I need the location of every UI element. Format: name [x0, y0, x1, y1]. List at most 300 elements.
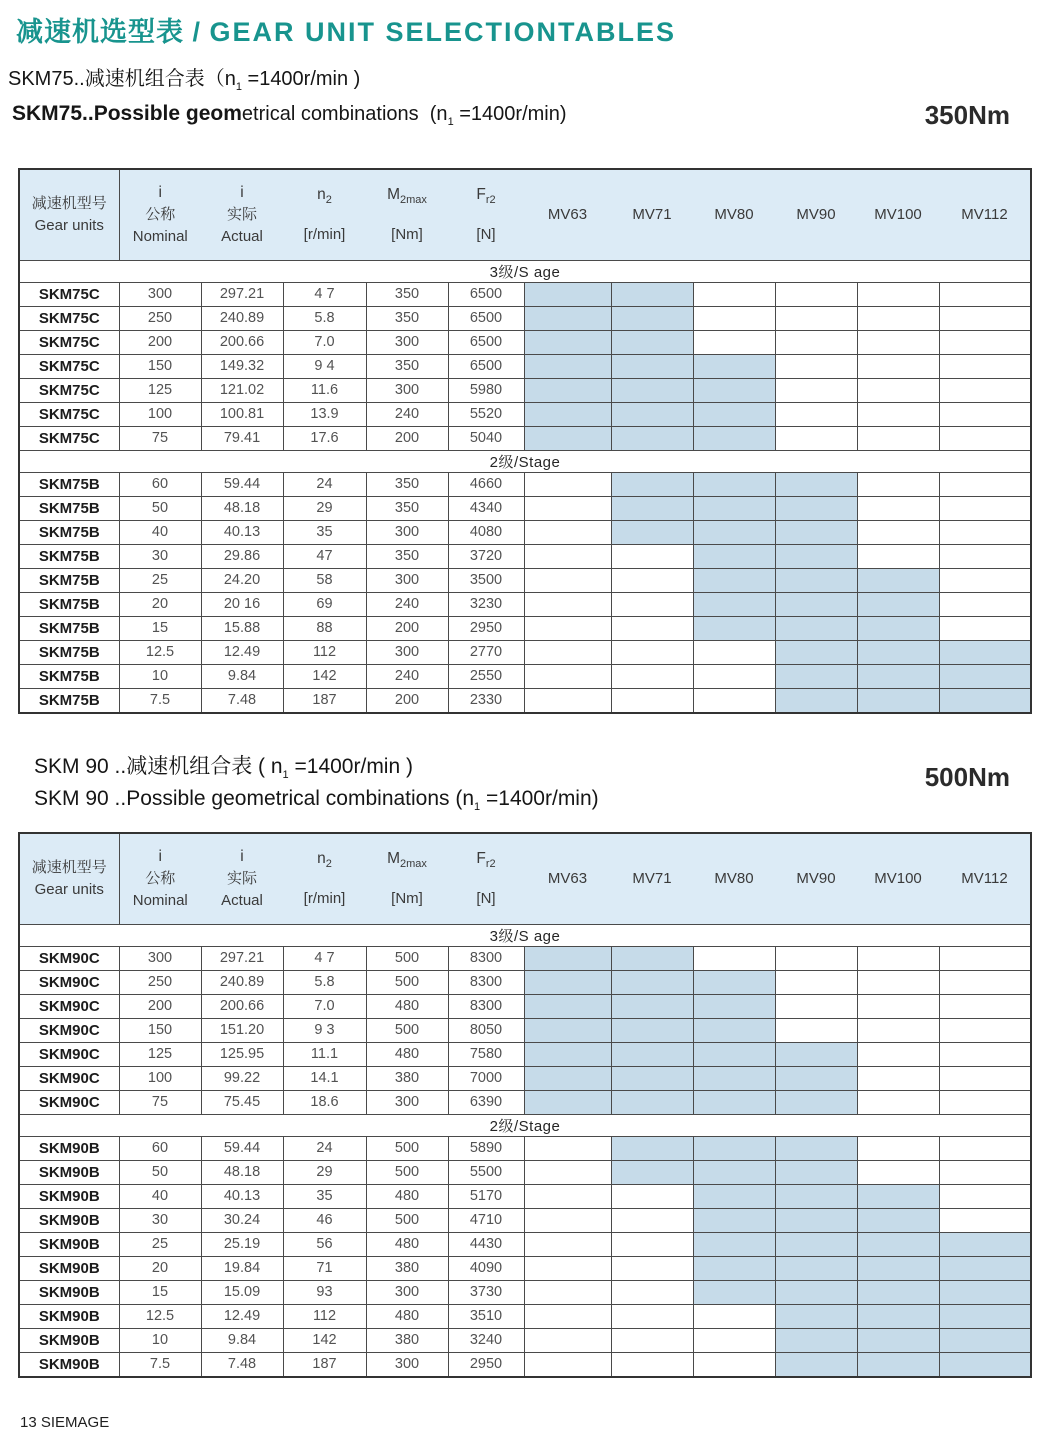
model-cell: SKM75B	[19, 568, 119, 592]
model-cell: SKM90C	[19, 1042, 119, 1066]
fr2-cell: 4430	[448, 1232, 524, 1256]
actual-cell: 48.18	[201, 1160, 283, 1184]
model-cell: SKM75C	[19, 330, 119, 354]
column-header-n2: $n_2$ [r/min]	[283, 833, 366, 924]
column-header-mv100: MV100	[857, 169, 939, 260]
motor-compatible-cell-mv90	[775, 1066, 857, 1090]
motor-compatible-cell-mv80	[693, 402, 775, 426]
gear-data-row	[19, 568, 1031, 592]
model-cell: SKM90C	[19, 1066, 119, 1090]
m2max-cell: 350	[366, 496, 448, 520]
nominal-cell: 12.5	[119, 1304, 201, 1328]
column-header-mv71: MV71	[611, 833, 693, 924]
m2max-cell: 380	[366, 1328, 448, 1352]
fr2-cell: 2950	[448, 616, 524, 640]
motor-empty-cell-mv112	[939, 1160, 1031, 1184]
page-number-footer: 13 SIEMAGE	[20, 1414, 110, 1431]
motor-compatible-cell-mv80	[693, 592, 775, 616]
nominal-cell: 30	[119, 1208, 201, 1232]
n2-cell: 69	[283, 592, 366, 616]
model-cell: SKM90C	[19, 946, 119, 970]
actual-cell: 48.18	[201, 496, 283, 520]
motor-empty-cell-mv80	[693, 664, 775, 688]
motor-compatible-cell-mv80	[693, 1184, 775, 1208]
gear-data-row	[19, 1208, 1031, 1232]
n2-cell: 18.6	[283, 1090, 366, 1114]
nominal-cell: 200	[119, 330, 201, 354]
actual-cell: 200.66	[201, 330, 283, 354]
motor-compatible-cell-mv63	[524, 994, 611, 1018]
gear-data-row	[19, 1184, 1031, 1208]
nominal-cell: 200	[119, 994, 201, 1018]
motor-compatible-cell-mv80	[693, 568, 775, 592]
actual-cell: 12.49	[201, 1304, 283, 1328]
motor-compatible-cell-mv112	[939, 640, 1031, 664]
stage-divider-row	[19, 260, 1031, 282]
motor-compatible-cell-mv71	[611, 354, 693, 378]
motor-empty-cell-mv71	[611, 592, 693, 616]
motor-compatible-cell-mv100	[857, 1352, 939, 1377]
n2-cell: 13.9	[283, 402, 366, 426]
fr2-cell: 4710	[448, 1208, 524, 1232]
n2-cell: 7.0	[283, 330, 366, 354]
actual-cell: 12.49	[201, 640, 283, 664]
gear-data-row	[19, 616, 1031, 640]
motor-empty-cell-mv71	[611, 1184, 693, 1208]
motor-empty-cell-mv90	[775, 994, 857, 1018]
n2-cell: 4 7	[283, 946, 366, 970]
n2-cell: 29	[283, 1160, 366, 1184]
motor-empty-cell-mv80	[693, 1328, 775, 1352]
motor-empty-cell-mv100	[857, 544, 939, 568]
motor-compatible-cell-mv112	[939, 1256, 1031, 1280]
motor-empty-cell-mv100	[857, 496, 939, 520]
m2max-cell: 500	[366, 1136, 448, 1160]
actual-cell: 7.48	[201, 1352, 283, 1377]
nominal-cell: 10	[119, 664, 201, 688]
motor-compatible-cell-mv100	[857, 1328, 939, 1352]
motor-compatible-cell-mv71	[611, 1136, 693, 1160]
motor-empty-cell-mv100	[857, 1042, 939, 1066]
column-header-i-nominal: i 公称 Nominal	[119, 169, 201, 260]
gear-data-row	[19, 472, 1031, 496]
nominal-cell: 50	[119, 496, 201, 520]
model-cell: SKM75B	[19, 520, 119, 544]
column-header-gear-units: 减速机型号 Gear units	[19, 833, 119, 924]
gear-data-row	[19, 1256, 1031, 1280]
motor-compatible-cell-mv112	[939, 688, 1031, 713]
motor-empty-cell-mv112	[939, 306, 1031, 330]
n2-cell: 71	[283, 1256, 366, 1280]
actual-cell: 200.66	[201, 994, 283, 1018]
column-header-n2: $n_2$ [r/min]	[283, 169, 366, 260]
motor-empty-cell-mv63	[524, 1208, 611, 1232]
motor-empty-cell-mv71	[611, 664, 693, 688]
motor-empty-cell-mv112	[939, 1136, 1031, 1160]
model-cell: SKM75C	[19, 426, 119, 450]
motor-empty-cell-mv80	[693, 282, 775, 306]
m2max-cell: 300	[366, 1090, 448, 1114]
motor-empty-cell-mv112	[939, 616, 1031, 640]
motor-empty-cell-mv63	[524, 1232, 611, 1256]
model-cell: SKM75B	[19, 640, 119, 664]
motor-empty-cell-mv71	[611, 1352, 693, 1377]
fr2-cell: 4090	[448, 1256, 524, 1280]
skm75-subtitle-zh: SKM75..减速机组合表（$n_1 =1400r/\min$ )	[8, 68, 361, 93]
m2max-cell: 240	[366, 592, 448, 616]
motor-compatible-cell-mv90	[775, 1352, 857, 1377]
motor-compatible-cell-mv80	[693, 496, 775, 520]
nominal-cell: 100	[119, 1066, 201, 1090]
n2-cell: 9 4	[283, 354, 366, 378]
fr2-cell: 6500	[448, 306, 524, 330]
motor-compatible-cell-mv63	[524, 1018, 611, 1042]
m2max-cell: 350	[366, 472, 448, 496]
column-header-mv90: MV90	[775, 833, 857, 924]
n2-cell: 93	[283, 1280, 366, 1304]
motor-compatible-cell-mv112	[939, 1328, 1031, 1352]
motor-compatible-cell-mv80	[693, 1232, 775, 1256]
motor-empty-cell-mv100	[857, 1090, 939, 1114]
column-header-i-nominal: i 公称 Nominal	[119, 833, 201, 924]
n2-cell: 24	[283, 472, 366, 496]
motor-empty-cell-mv71	[611, 688, 693, 713]
motor-compatible-cell-mv80	[693, 1042, 775, 1066]
gear-data-row	[19, 1304, 1031, 1328]
motor-empty-cell-mv100	[857, 1136, 939, 1160]
motor-compatible-cell-mv90	[775, 1136, 857, 1160]
model-cell: SKM90B	[19, 1304, 119, 1328]
column-header-mv100: MV100	[857, 833, 939, 924]
gear-data-row	[19, 1090, 1031, 1114]
gear-data-row	[19, 1066, 1031, 1090]
motor-compatible-cell-mv100	[857, 1280, 939, 1304]
motor-compatible-cell-mv80	[693, 970, 775, 994]
n2-cell: 11.6	[283, 378, 366, 402]
column-header-mv112: MV112	[939, 833, 1031, 924]
n2-cell: 142	[283, 1328, 366, 1352]
model-cell: SKM90B	[19, 1136, 119, 1160]
m2max-cell: 480	[366, 994, 448, 1018]
n2-cell: 35	[283, 520, 366, 544]
fr2-cell: 3230	[448, 592, 524, 616]
motor-compatible-cell-mv90	[775, 496, 857, 520]
model-cell: SKM75B	[19, 664, 119, 688]
motor-compatible-cell-mv63	[524, 970, 611, 994]
m2max-cell: 300	[366, 1352, 448, 1377]
gear-data-row	[19, 1018, 1031, 1042]
motor-compatible-cell-mv80	[693, 1160, 775, 1184]
column-header-m2max: $M_{2max}$ [Nm]	[366, 833, 448, 924]
motor-compatible-cell-mv71	[611, 520, 693, 544]
nominal-cell: 100	[119, 402, 201, 426]
motor-empty-cell-mv100	[857, 402, 939, 426]
motor-empty-cell-mv80	[693, 640, 775, 664]
motor-empty-cell-mv112	[939, 472, 1031, 496]
motor-compatible-cell-mv100	[857, 1256, 939, 1280]
motor-compatible-cell-mv112	[939, 1352, 1031, 1377]
fr2-cell: 6390	[448, 1090, 524, 1114]
model-cell: SKM90B	[19, 1280, 119, 1304]
motor-compatible-cell-mv63	[524, 330, 611, 354]
gear-data-row	[19, 688, 1031, 713]
motor-compatible-cell-mv90	[775, 616, 857, 640]
nominal-cell: 15	[119, 1280, 201, 1304]
motor-compatible-cell-mv63	[524, 378, 611, 402]
fr2-cell: 4340	[448, 496, 524, 520]
nominal-cell: 250	[119, 970, 201, 994]
model-cell: SKM90B	[19, 1208, 119, 1232]
motor-empty-cell-mv71	[611, 1208, 693, 1232]
motor-empty-cell-mv100	[857, 354, 939, 378]
n2-cell: 46	[283, 1208, 366, 1232]
actual-cell: 30.24	[201, 1208, 283, 1232]
model-cell: SKM75B	[19, 544, 119, 568]
actual-cell: 240.89	[201, 970, 283, 994]
motor-compatible-cell-mv100	[857, 1208, 939, 1232]
nominal-cell: 40	[119, 1184, 201, 1208]
skm75-table-body	[19, 260, 1031, 713]
m2max-cell: 500	[366, 1208, 448, 1232]
nominal-cell: 300	[119, 282, 201, 306]
motor-compatible-cell-mv90	[775, 1042, 857, 1066]
motor-empty-cell-mv63	[524, 1136, 611, 1160]
fr2-cell: 5500	[448, 1160, 524, 1184]
motor-empty-cell-mv63	[524, 568, 611, 592]
n2-cell: 14.1	[283, 1066, 366, 1090]
motor-empty-cell-mv100	[857, 378, 939, 402]
motor-empty-cell-mv100	[857, 282, 939, 306]
gear-data-row	[19, 592, 1031, 616]
motor-compatible-cell-mv90	[775, 544, 857, 568]
gear-data-row	[19, 282, 1031, 306]
fr2-cell: 4660	[448, 472, 524, 496]
nominal-cell: 30	[119, 544, 201, 568]
motor-empty-cell-mv63	[524, 1328, 611, 1352]
motor-empty-cell-mv112	[939, 402, 1031, 426]
nominal-cell: 25	[119, 1232, 201, 1256]
motor-compatible-cell-mv71	[611, 994, 693, 1018]
model-cell: SKM90C	[19, 1018, 119, 1042]
n2-cell: 187	[283, 1352, 366, 1377]
gear-data-row	[19, 330, 1031, 354]
motor-compatible-cell-mv80	[693, 378, 775, 402]
motor-empty-cell-mv112	[939, 282, 1031, 306]
m2max-cell: 300	[366, 520, 448, 544]
m2max-cell: 380	[366, 1256, 448, 1280]
n2-cell: 47	[283, 544, 366, 568]
nominal-cell: 7.5	[119, 688, 201, 713]
column-header-i-actual: i 实际 Actual	[201, 833, 283, 924]
nominal-cell: 20	[119, 1256, 201, 1280]
model-cell: SKM75C	[19, 354, 119, 378]
column-header-gear-units: 减速机型号 Gear units	[19, 169, 119, 260]
model-cell: SKM75C	[19, 378, 119, 402]
nominal-cell: 10	[119, 1328, 201, 1352]
m2max-cell: 350	[366, 282, 448, 306]
gear-data-row	[19, 496, 1031, 520]
actual-cell: 15.09	[201, 1280, 283, 1304]
motor-compatible-cell-mv90	[775, 1184, 857, 1208]
motor-empty-cell-mv63	[524, 472, 611, 496]
fr2-cell: 6500	[448, 330, 524, 354]
model-cell: SKM75B	[19, 496, 119, 520]
motor-empty-cell-mv63	[524, 544, 611, 568]
model-cell: SKM90C	[19, 1090, 119, 1114]
model-cell: SKM90B	[19, 1256, 119, 1280]
column-header-mv90: MV90	[775, 169, 857, 260]
n2-cell: 187	[283, 688, 366, 713]
page-title-zh: 减速机选型表	[16, 17, 184, 47]
nominal-cell: 25	[119, 568, 201, 592]
actual-cell: 24.20	[201, 568, 283, 592]
fr2-cell: 6500	[448, 354, 524, 378]
motor-empty-cell-mv63	[524, 1304, 611, 1328]
motor-empty-cell-mv63	[524, 1256, 611, 1280]
fr2-cell: 4080	[448, 520, 524, 544]
actual-cell: 297.21	[201, 282, 283, 306]
motor-empty-cell-mv90	[775, 306, 857, 330]
motor-empty-cell-mv63	[524, 640, 611, 664]
n2-cell: 56	[283, 1232, 366, 1256]
motor-compatible-cell-mv80	[693, 616, 775, 640]
motor-empty-cell-mv71	[611, 616, 693, 640]
column-header-fr2: $F_{r2}$ [N]	[448, 169, 524, 260]
m2max-cell: 200	[366, 688, 448, 713]
motor-compatible-cell-mv63	[524, 1042, 611, 1066]
motor-compatible-cell-mv80	[693, 1136, 775, 1160]
motor-compatible-cell-mv80	[693, 544, 775, 568]
motor-compatible-cell-mv71	[611, 402, 693, 426]
skm90-torque-rating: 500Nm	[924, 762, 1010, 792]
motor-compatible-cell-mv71	[611, 1042, 693, 1066]
motor-empty-cell-mv63	[524, 1352, 611, 1377]
motor-empty-cell-mv63	[524, 688, 611, 713]
skm90-subtitle-en: SKM 90 ..Possible geometrical combinations $(n_1 =1400r/\min)$	[34, 787, 599, 814]
fr2-cell: 5170	[448, 1184, 524, 1208]
motor-compatible-cell-mv100	[857, 568, 939, 592]
fr2-cell: 5520	[448, 402, 524, 426]
n2-cell: 24	[283, 1136, 366, 1160]
m2max-cell: 480	[366, 1184, 448, 1208]
m2max-cell: 380	[366, 1066, 448, 1090]
motor-compatible-cell-mv100	[857, 592, 939, 616]
nominal-cell: 125	[119, 1042, 201, 1066]
m2max-cell: 480	[366, 1304, 448, 1328]
n2-cell: 7.0	[283, 994, 366, 1018]
gear-data-row	[19, 306, 1031, 330]
skm75-subtitle-en: SKM75..Possible geometrical combinations $(n_1 =1400r/\min)$	[12, 102, 567, 128]
model-cell: SKM90B	[19, 1352, 119, 1377]
motor-compatible-cell-mv90	[775, 568, 857, 592]
stage-divider-label: 2级/Stage	[19, 1114, 1031, 1136]
actual-cell: 7.48	[201, 688, 283, 713]
motor-empty-cell-mv100	[857, 472, 939, 496]
motor-compatible-cell-mv80	[693, 994, 775, 1018]
motor-empty-cell-mv63	[524, 496, 611, 520]
actual-cell: 149.32	[201, 354, 283, 378]
motor-compatible-cell-mv90	[775, 1328, 857, 1352]
actual-cell: 99.22	[201, 1066, 283, 1090]
motor-empty-cell-mv71	[611, 1304, 693, 1328]
motor-compatible-cell-mv90	[775, 592, 857, 616]
model-cell: SKM75B	[19, 472, 119, 496]
actual-cell: 240.89	[201, 306, 283, 330]
column-header-i-actual: i 实际 Actual	[201, 169, 283, 260]
actual-cell: 40.13	[201, 1184, 283, 1208]
motor-compatible-cell-mv112	[939, 1280, 1031, 1304]
motor-compatible-cell-mv71	[611, 330, 693, 354]
nominal-cell: 150	[119, 1018, 201, 1042]
motor-empty-cell-mv90	[775, 946, 857, 970]
model-cell: SKM75B	[19, 592, 119, 616]
motor-empty-cell-mv100	[857, 1018, 939, 1042]
motor-empty-cell-mv80	[693, 688, 775, 713]
m2max-cell: 300	[366, 640, 448, 664]
column-header-mv112: MV112	[939, 169, 1031, 260]
stage-divider-label: 3级/S age	[19, 260, 1031, 282]
motor-compatible-cell-mv63	[524, 282, 611, 306]
gear-data-row	[19, 354, 1031, 378]
motor-compatible-cell-mv112	[939, 664, 1031, 688]
m2max-cell: 200	[366, 616, 448, 640]
motor-empty-cell-mv100	[857, 994, 939, 1018]
m2max-cell: 200	[366, 426, 448, 450]
motor-empty-cell-mv63	[524, 1160, 611, 1184]
motor-compatible-cell-mv71	[611, 426, 693, 450]
column-header-mv80: MV80	[693, 169, 775, 260]
gear-data-row	[19, 970, 1031, 994]
actual-cell: 40.13	[201, 520, 283, 544]
n2-cell: 112	[283, 1304, 366, 1328]
n2-cell: 17.6	[283, 426, 366, 450]
gear-data-row	[19, 1352, 1031, 1377]
motor-empty-cell-mv112	[939, 544, 1031, 568]
model-cell: SKM90B	[19, 1328, 119, 1352]
motor-compatible-cell-mv100	[857, 640, 939, 664]
motor-compatible-cell-mv90	[775, 1280, 857, 1304]
motor-compatible-cell-mv71	[611, 1066, 693, 1090]
motor-compatible-cell-mv71	[611, 378, 693, 402]
actual-cell: 15.88	[201, 616, 283, 640]
motor-compatible-cell-mv71	[611, 496, 693, 520]
fr2-cell: 5040	[448, 426, 524, 450]
gear-data-row	[19, 544, 1031, 568]
nominal-cell: 250	[119, 306, 201, 330]
motor-compatible-cell-mv90	[775, 640, 857, 664]
skm90-subtitle-zh: SKM 90 ..减速机组合表 ( $n_1 =1400r/\min$ )	[34, 755, 413, 782]
motor-empty-cell-mv63	[524, 520, 611, 544]
fr2-cell: 2330	[448, 688, 524, 713]
motor-compatible-cell-mv90	[775, 664, 857, 688]
motor-empty-cell-mv71	[611, 1256, 693, 1280]
nominal-cell: 75	[119, 426, 201, 450]
motor-compatible-cell-mv80	[693, 1090, 775, 1114]
actual-cell: 20 16	[201, 592, 283, 616]
motor-empty-cell-mv112	[939, 1208, 1031, 1232]
fr2-cell: 8050	[448, 1018, 524, 1042]
motor-empty-cell-mv112	[939, 1184, 1031, 1208]
motor-empty-cell-mv90	[775, 330, 857, 354]
gear-data-row	[19, 1280, 1031, 1304]
motor-empty-cell-mv112	[939, 994, 1031, 1018]
model-cell: SKM90C	[19, 994, 119, 1018]
actual-cell: 125.95	[201, 1042, 283, 1066]
motor-empty-cell-mv112	[939, 1090, 1031, 1114]
motor-empty-cell-mv90	[775, 426, 857, 450]
motor-compatible-cell-mv63	[524, 306, 611, 330]
gear-data-row	[19, 426, 1031, 450]
